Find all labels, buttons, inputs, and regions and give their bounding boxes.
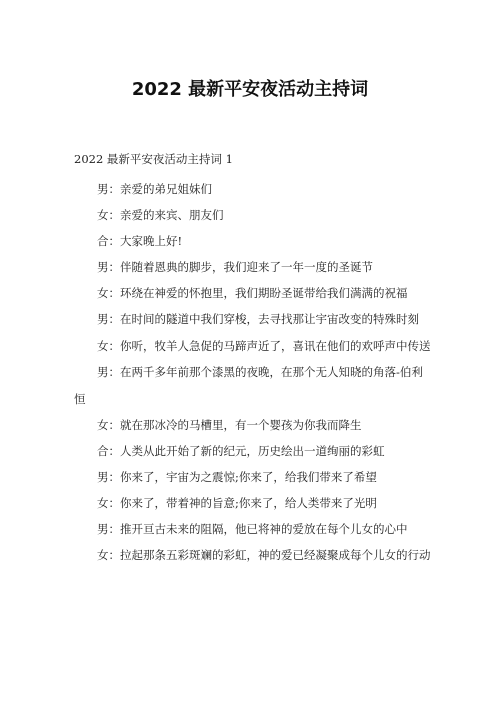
script-line: 男：推开亘古未来的阻隔，他已将神的爱放在每个儿女的心中 bbox=[97, 522, 408, 536]
document-title: 2022 最新平安夜活动主持词 bbox=[131, 79, 369, 100]
script-line: 女：你来了，带着神的旨意;你来了，给人类带来了光明 bbox=[97, 496, 377, 510]
document-subtitle: 2022 最新平安夜活动主持词 1 bbox=[74, 152, 233, 166]
script-line: 女：环绕在神爱的怀抱里，我们期盼圣诞带给我们满满的祝福 bbox=[97, 286, 408, 300]
script-line: 女：拉起那条五彩斑斓的彩虹，神的爱已经凝聚成每个儿女的行动 bbox=[97, 548, 431, 562]
script-lines bbox=[74, 176, 434, 569]
script-line: 男：伴随着恩典的脚步，我们迎来了一年一度的圣诞节 bbox=[97, 260, 373, 274]
script-line: 男：在时间的隧道中我们穿梭，去寻找那让宇宙改变的特殊时刻 bbox=[97, 312, 419, 326]
script-line: 女：你听，牧羊人急促的马蹄声近了，喜讯在他们的欢呼声中传送 bbox=[97, 338, 431, 353]
script-line: 男：你来了，宇宙为之震惊;你来了，给我们带来了希望 bbox=[97, 470, 377, 484]
script-line: 男：在两千多年前那个漆黑的夜晚，在那个无人知晓的角落-伯利恒 bbox=[74, 365, 423, 406]
script-line: 男：亲爱的弟兄姐妹们 bbox=[97, 182, 212, 196]
script-line: 合：人类从此开始了新的纪元，历史绘出一道绚丽的彩虹 bbox=[97, 444, 385, 458]
script-line: 女：亲爱的来宾、朋友们 bbox=[97, 208, 224, 222]
script-line: 女：就在那冰冷的马槽里，有一个婴孩为你我而降生 bbox=[97, 418, 362, 432]
script-line: 合：大家晚上好! bbox=[97, 234, 183, 248]
